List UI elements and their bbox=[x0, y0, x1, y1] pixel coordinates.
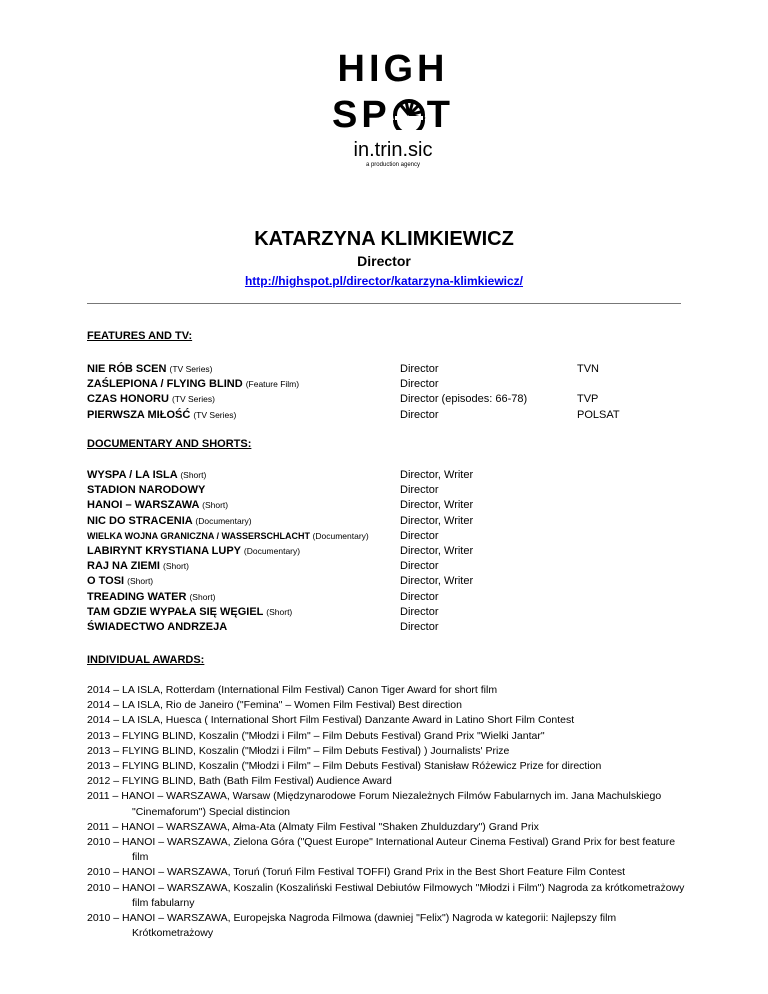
credit-title: WIELKA WOJNA GRANICZNA / WASSERSCHLACHT (Documentary) bbox=[87, 530, 369, 541]
award-item: 2011 – HANOI – WARSZAWA, Warsaw (Międzynarodowe Forum Niezależnych Filmów Fabularnych im. Jana Machulskiego "Cinemaforum") Special distincion bbox=[87, 790, 662, 818]
logo-t-text: T bbox=[426, 94, 454, 136]
award-item: 2010 – HANOI – WARSZAWA, Zielona Góra ("Quest Europe" International Auteur Cinema Festival) Grand Prix for best feature film bbox=[87, 836, 676, 864]
credit-title: CZAS HONORU (TV Series) bbox=[87, 393, 215, 406]
list-item bbox=[87, 514, 681, 529]
credit-role: Director, Writer bbox=[400, 469, 474, 481]
documentary-heading: DOCUMENTARY AND SHORTS: bbox=[87, 438, 252, 450]
credit-role: Director bbox=[400, 560, 439, 573]
credit-channel: TVN bbox=[577, 363, 599, 375]
features-list bbox=[87, 362, 681, 423]
list-item bbox=[87, 544, 681, 559]
credit-channel: TVP bbox=[577, 393, 599, 406]
list-item bbox=[87, 483, 681, 498]
credit-channel: POLSAT bbox=[577, 408, 620, 421]
credit-title: STADION NARODOWY bbox=[87, 484, 206, 497]
list-item bbox=[87, 498, 681, 513]
credit-role: Director, Writer bbox=[400, 499, 474, 512]
list-item bbox=[87, 605, 681, 620]
list-item bbox=[87, 529, 681, 544]
logo-shell-icon bbox=[391, 98, 427, 130]
credit-role: Director bbox=[400, 529, 439, 542]
credit-title: O TOSI (Short) bbox=[87, 575, 154, 588]
credit-role: Director bbox=[400, 605, 439, 618]
credit-title: HANOI – WARSZAWA (Short) bbox=[87, 499, 229, 512]
awards-list bbox=[87, 683, 687, 941]
list-item bbox=[87, 620, 681, 635]
award-item: 2014 – LA ISLA, Huesca ( International Short Film Festival) Danzante Award in Latino Short Film Contest bbox=[87, 714, 575, 727]
list-item bbox=[87, 468, 681, 483]
logo-line-high: HIGH bbox=[337, 48, 449, 90]
award-item: 2013 – FLYING BLIND, Koszalin ("Młodzi i Film" – Film Debuts Festival) Grand Prix "Wielki Jantar" bbox=[87, 729, 545, 742]
person-role: Director bbox=[357, 253, 411, 269]
award-item: 2010 – HANOI – WARSZAWA, Koszalin (Koszaliński Festiwal Debiutów Filmowych "Młodzi i Film") Nagroda za krótkometrażowy film fabularny bbox=[87, 881, 685, 909]
credit-title: NIE RÓB SCEN (TV Series) bbox=[87, 363, 213, 375]
list-item bbox=[87, 559, 681, 574]
person-name: KATARZYNA KLIMKIEWICZ bbox=[254, 228, 514, 250]
credit-role: Director, Writer bbox=[400, 544, 474, 557]
credit-role: Director, Writer bbox=[400, 514, 474, 527]
award-item: 2014 – LA ISLA, Rotterdam (International Film Festival) Canon Tiger Award for short film bbox=[87, 684, 498, 696]
award-item: 2012 – FLYING BLIND, Bath (Bath Film Festival) Audience Award bbox=[87, 775, 392, 788]
credit-role: Director bbox=[400, 590, 439, 603]
highspot-logo bbox=[318, 50, 468, 168]
logo-tagline: a production agency bbox=[365, 162, 421, 168]
award-item: 2010 – HANOI – WARSZAWA, Toruń (Toruń Film Festival TOFFI) Grand Prix in the Best Short Feature Film Contest bbox=[87, 866, 626, 879]
list-item bbox=[87, 408, 681, 423]
features-heading: FEATURES AND TV: bbox=[87, 330, 193, 342]
credit-title: ZAŚLEPIONA / FLYING BLIND (Feature Film) bbox=[87, 378, 300, 391]
award-item: 2010 – HANOI – WARSZAWA, Europejska Nagroda Filmowa (dawniej "Felix") Nagroda w kategorii: Najlepszy film Krótkometrażowy bbox=[87, 912, 617, 940]
credit-role: Director bbox=[400, 378, 439, 391]
credit-title: TREADING WATER (Short) bbox=[87, 590, 216, 603]
credit-title: NIC DO STRACENIA (Documentary) bbox=[87, 514, 252, 527]
credit-title: TAM GDZIE WYPAŁA SIĘ WĘGIEL (Short) bbox=[87, 605, 293, 618]
credit-title: RAJ NA ZIEMI (Short) bbox=[87, 560, 189, 573]
header-divider bbox=[87, 303, 681, 304]
awards-heading: INDIVIDUAL AWARDS: bbox=[87, 654, 205, 666]
award-item: 2011 – HANOI – WARSZAWA, Ałma-Ata (Almaty Film Festival "Shaken Zhulduzdary") Grand Prix bbox=[87, 820, 539, 833]
logo-intrinsic: in.trin.sic bbox=[353, 139, 433, 161]
list-item bbox=[87, 377, 681, 392]
credit-role: Director bbox=[400, 408, 439, 421]
profile-link[interactable]: http://highspot.pl/director/katarzyna-klimkiewicz/ bbox=[244, 274, 524, 288]
credit-title: PIERWSZA MIŁOŚĆ (TV Series) bbox=[87, 408, 237, 421]
credit-title: WYSPA / LA ISLA (Short) bbox=[87, 469, 207, 481]
credit-role: Director bbox=[400, 363, 439, 375]
award-item: 2013 – FLYING BLIND, Koszalin ("Młodzi i Film" – Film Debuts Festival) Stanisław Różewicz Prize for direction bbox=[87, 760, 602, 773]
list-item bbox=[87, 362, 681, 377]
credit-title: LABIRYNT KRYSTIANA LUPY (Documentary) bbox=[87, 544, 301, 557]
list-item bbox=[87, 392, 681, 407]
credit-role: Director bbox=[400, 484, 439, 497]
award-item: 2013 – FLYING BLIND, Koszalin ("Młodzi i Film" – Film Debuts Festival) ) Journalists' Prize bbox=[87, 744, 510, 757]
list-item bbox=[87, 574, 681, 589]
credit-role: Director, Writer bbox=[400, 575, 474, 588]
credit-role: Director (episodes: 66-78) bbox=[400, 393, 528, 406]
logo-sp-text: SP bbox=[332, 94, 391, 136]
award-item: 2014 – LA ISLA, Rio de Janeiro ("Femina" – Women Film Festival) Best direction bbox=[87, 699, 462, 712]
documentary-list bbox=[87, 468, 681, 635]
logo-line-spot bbox=[318, 96, 468, 138]
credit-title: ŚWIADECTWO ANDRZEJA bbox=[87, 620, 228, 633]
credit-role: Director bbox=[400, 620, 439, 633]
list-item bbox=[87, 590, 681, 605]
